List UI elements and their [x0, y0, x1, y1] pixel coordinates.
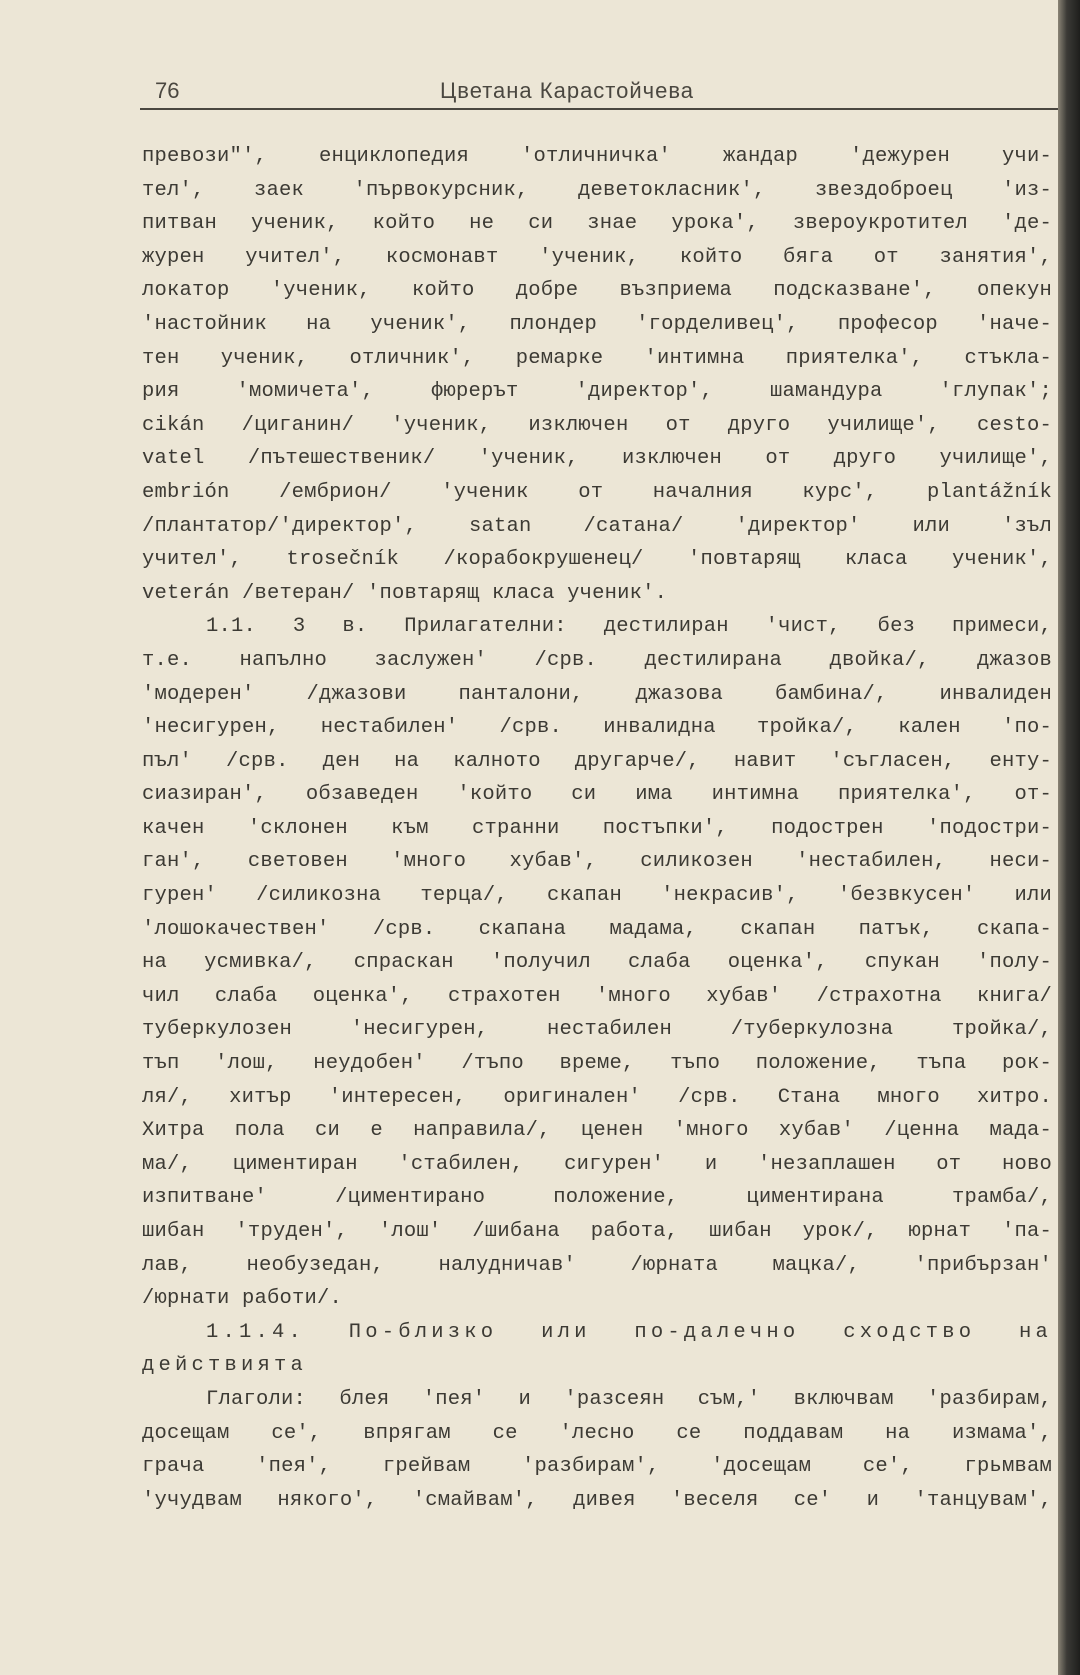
text-line: тъп 'лош, неудобен' /тъпо време, тъпо положение, тъпа рок- — [142, 1052, 1052, 1076]
text-line: т.е. напълно заслужен' /срв. дестилирана двойка/, джазов — [142, 648, 1052, 672]
text-line: питван ученик, който не си знае урока', звероукротител 'де- — [142, 212, 1052, 236]
text-line: cikán /циганин/ 'ученик, изключен от друго училище', cesto- — [142, 413, 1052, 437]
text-line: шибан 'труден', 'лош' /шибана работа, шибан урок/, юрнат 'па- — [142, 1220, 1052, 1243]
text-line: журен учител', космонавт 'ученик, който бяга от занятия', — [142, 245, 1052, 269]
text-line: тен ученик, отличник', ремарке 'интимна приятелка', стъкла- — [142, 346, 1052, 370]
text-line: vatel /пътешественик/ 'ученик, изключен от друго училище', — [142, 447, 1052, 471]
page-header — [140, 78, 1060, 110]
text-line: превози"', енциклопедия 'отличничка' жандар 'дежурен учи- — [142, 145, 1052, 168]
text-line: туберкулозен 'несигурен, нестабилен /туберкулозна тройка/, — [142, 1018, 1052, 1042]
text-line: embrión /ембрион/ 'ученик от началния курс', plantážník — [142, 480, 1052, 504]
text-line: чил слаба оценка', страхотен 'много хубав' /страхотна книга/ — [142, 984, 1052, 1008]
text-line: veterán /ветеран/ 'повтарящ класа ученик'. — [142, 581, 668, 605]
text-line: рия 'момичета', фюрерът 'директор', шамандура 'глупак'; — [142, 380, 1052, 404]
text-line: учител', trosečník /корабокрушенец/ 'повтарящ класа ученик', — [142, 548, 1052, 572]
text-line: 'лошокачествен' /срв. скапана мадама, скапан патък, скапа- — [142, 917, 1052, 941]
text-line: /юрнати работи/. — [142, 1287, 343, 1311]
text-line: гурен' /силикозна терца/, скапан 'некрасив', 'безвкусен' или — [142, 884, 1052, 908]
text-line: тел', заек 'първокурсник, деветокласник', звездоброец 'из- — [142, 178, 1052, 202]
text-line: качен 'склонен към странни постъпки', подострен 'подостри- — [142, 816, 1052, 840]
text-line: пъл' /срв. ден на калното другарче/, навит 'съгласен, енту- — [142, 749, 1052, 773]
text-line: грача 'пея', грейвам 'разбирам', 'досещам се', грьмвам — [142, 1455, 1052, 1479]
section-heading-line: 1.1.4. По-близко или по-далечно сходство на — [206, 1320, 1052, 1344]
text-line: изпитване' /циментирано положение, циментирана трамба/, — [142, 1186, 1052, 1210]
text-line: /плантатор/'директор', satan /сатана/ 'директор' или 'зъл — [142, 514, 1052, 538]
running-head: Цветана Карастойчева — [440, 78, 695, 103]
section-heading-line: действията — [142, 1354, 308, 1378]
text-line: Глаголи: блея 'пея' и 'разсеян съм,' включвам 'разбирам, — [206, 1387, 1052, 1411]
text-line: Хитра пола си е направила/, ценен 'много хубав' /ценна мада- — [142, 1119, 1052, 1143]
text-line: 'учудвам някого', 'смайвам', дивея 'веселя се' и 'танцувам', — [142, 1488, 1052, 1512]
text-line: лав, необузедан, налудничав' /юрната мацка/, 'прибързан' — [142, 1253, 1052, 1277]
text-line: досещам се', впрягам се 'лесно се поддавам на измама', — [142, 1421, 1052, 1445]
text-line: на усмивка/, спраскан 'получил слаба оценка', спукан 'полу- — [142, 951, 1052, 975]
text-line: ма/, циментиран 'стабилен, сигурен' и 'незаплашен от ново — [142, 1152, 1052, 1176]
text-line: 'настойник на ученик', плондер 'горделивец', професор 'наче- — [142, 312, 1052, 336]
body-text — [142, 140, 1052, 1517]
section-heading-line: 1.1. 3 в. Прилагателни: дестилиран 'чист, без примеси, — [206, 615, 1052, 639]
text-line: сиазиран', обзаведен 'който си има интимна приятелка', от- — [142, 783, 1052, 807]
page-number: 76 — [155, 78, 180, 103]
text-line: 'модерен' /джазови панталони, джазова бамбина/, инвалиден — [142, 682, 1052, 706]
text-line: ля/, хитър 'интересен, оригинален' /срв. Стана много хитро. — [142, 1085, 1052, 1109]
text-line: ган', световен 'много хубав', силикозен 'нестабилен, неси- — [142, 850, 1052, 874]
page-binding-edge — [1058, 0, 1080, 1675]
text-line: локатор 'ученик, който добре възприема подсказване', опекун — [142, 279, 1052, 303]
text-line: 'несигурен, нестабилен' /срв. инвалидна тройка/, кален 'по- — [142, 716, 1052, 740]
